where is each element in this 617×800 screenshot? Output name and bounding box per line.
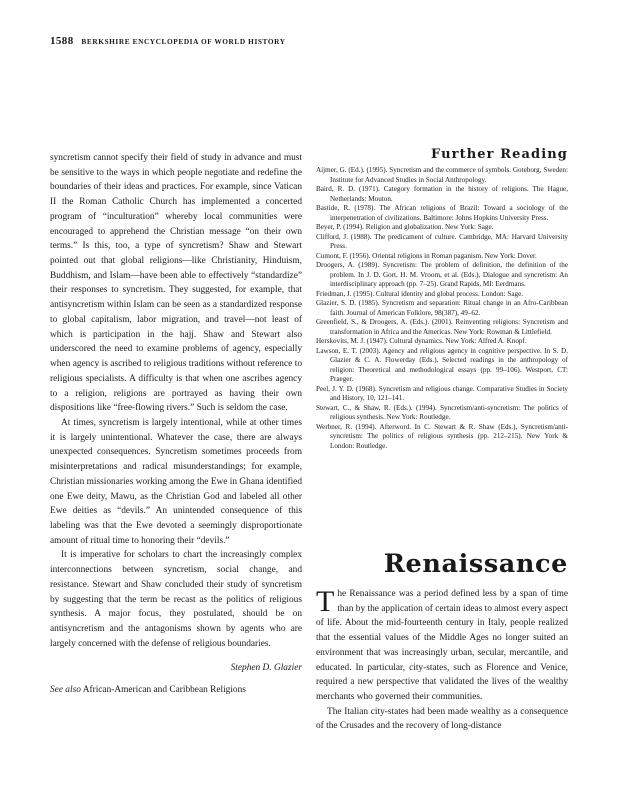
reference-item: Peel, J. Y. D. (1968). Syncretism and religious change. Comparative Studies in Society and History, 10, 121–141. (316, 384, 568, 403)
reference-list (316, 166, 568, 451)
reference-item: Bastide, R. (1978). The African religions of Brazil: Toward a sociology of the interpenetration of civilizations. Baltimore: Johns Hopkins University Press. (316, 204, 568, 222)
see-also-label: See also (50, 685, 81, 696)
reference-item: Aijmer, G. (Ed.). (1995). Syncretism and the commerce of symbols. Goteborg, Sweden: Institute for Advanced Studies in Social Anthropology. (316, 166, 568, 184)
article-title: Renaissance (383, 549, 568, 579)
reference-item: Glazier, S. D. (1985). Syncretism and separation: Ritual change in an Afro-Caribbean faith. Journal of American Folklore, 98(387), 49–62. (316, 299, 568, 317)
reference-item: Herskovits, M. J. (1947). Cultural dynamics. New York: Alfred A. Knopf. (316, 337, 527, 346)
renaissance-article-body (316, 587, 568, 734)
body-paragraph: syncretism cannot specify their field of study in advance and must be sensitive to the ways in which people negotiate and redefine the boundaries of their ideas and practices. For example, since Vatican II the Roman Catholic Church has implemented a concerted program of “inculturation” whereby local communities were encouraged to apprehend the Christian message “on their own terms.” Is this, too, a type of syncretism? Shaw and Stewart pointed out that global religions—like Christianity, Hinduism, Buddhism, and Islam—have been able to effectively “standardize” their responses to syncretism. They suggested, for example, that antisyncretism within Islam can be seen as a standardized response to global capitalism, labor migration, and travel—not least of which is participation in the hajj. Shaw and Stewart also underscored the need to examine problems of agency, especially when agency is ascribed to religious traditions without reference to religious specialists. A difficulty is that when one ascribes agency to a religion, religions are portrayed as having their own dispositions like “free-flowing rivers.” Such is seldom the case. (50, 153, 302, 414)
article-author: Stephen D. Glazier (230, 663, 302, 674)
body-paragraph: At times, syncretism is largely intentional, while at other times it is largely unintentional. Whatever the case, there are always unexpected consequences. Syncretism sometimes proceeds from misinterpretations and radical misunderstandings; for example, Christian missionaries working among the Ewe in Ghana identified one Ewe deity, Mawu, as the Christian God and labeled all other Ewe deities as “devils.” An unintended consequence of this labeling was that the Ewe devoted a seemingly disproportionate amount of ritual time to honoring their “devils.” (50, 417, 302, 546)
reference-item: Beyer, P. (1994). Religion and globalization. New York: Sage. (316, 223, 494, 232)
see-also (50, 683, 302, 697)
left-column (50, 151, 302, 697)
running-header (50, 35, 570, 49)
reference-item: Clifford, J. (1988). The predicament of culture. Cambridge, MA: Harvard University Press. (316, 232, 568, 251)
reference-item: Lawson, E. T. (2003). Agency and religious agency in cognitive perspective. In S. D. Glazier & C. A. Flowerday (Eds.), Selected readings in the anthropology of religion: Theoretical and methodological essays (pp. 99–106). Westport, CT: Praeger. (316, 346, 568, 384)
body-paragraph: It is imperative for scholars to chart the increasingly complex interconnections between syncretism, social change, and resistance. Stewart and Shaw concluded their study of syncretism by suggesting that the term be recast as the politics of religious synthesis. A major focus, they postulated, should be on antisyncretism and the antagonisms shown by agents who are largely concerned with the defense of religious boundaries. (50, 550, 302, 649)
book-title: BERKSHIRE ENCYCLOPEDIA OF WORLD HISTORY (81, 37, 286, 46)
drop-cap: T (316, 585, 335, 618)
reference-item: Stewart, C., & Shaw, R. (Eds.). (1994). Syncretism/anti-syncretism: The politics of religious synthesis. New York: Routledge. (316, 403, 568, 422)
see-also-link[interactable]: African-American and Caribbean Religions (82, 685, 246, 696)
reference-item: Werbner, R. (1994). Afterword. In C. Stewart & R. Shaw (Eds.), Syncretism/anti-syncretism: The politics of religious synthesis (pp. 212–215). New York & London: Routledge. (316, 422, 568, 450)
first-paragraph-text: he Renaissance was a period defined less by a span of time than by the application of certain ideas to almost every aspect of life. About the mid-fourteenth century in Italy, people realized that the essential values of the Middle Ages no longer suited an environment that was increasingly urban, secular, mercantile, and educated. In particular, city-states, such as Florence and Venice, required a new perspective that validated the lives of the wealthy merchants who governed their communities. (316, 589, 568, 702)
body-paragraph (316, 587, 568, 705)
reference-item: Baird, R. D. (1971). Category formation in the history of religions. The Hague, Netherlands: Mouton. (316, 185, 568, 203)
reference-item: Friedman, J. (1995). Cultural identity and global process. London: Sage. (316, 289, 524, 298)
reference-item: Droogers, A. (1989). Syncretism: The problem of definition, the definition of the problem. In J. D. Gort, H. M. Vroom, et al. (Eds.), Dialogue and syncretism: An interdisciplinary approach (pp. 7–25). Grand Rapids, MI: Eerdmans. (316, 261, 568, 289)
page-number: 1588 (50, 35, 74, 47)
further-reading-section (316, 147, 568, 451)
body-paragraph: The Italian city-states had been made wealthy as a consequence of the Crusades and the recovery of long-distance (316, 706, 568, 732)
reference-item: Greenfield, S., & Droogers, A. (Eds.). (2001). Reinventing religions: Syncretism and transformation in Africa and the Americas. New York: Rowman & Littlefield. (316, 318, 568, 336)
reference-item: Cumont, F. (1956). Oriental religions in Roman paganism. New York: Dover. (316, 251, 537, 260)
further-reading-heading: Further Reading (431, 147, 568, 162)
